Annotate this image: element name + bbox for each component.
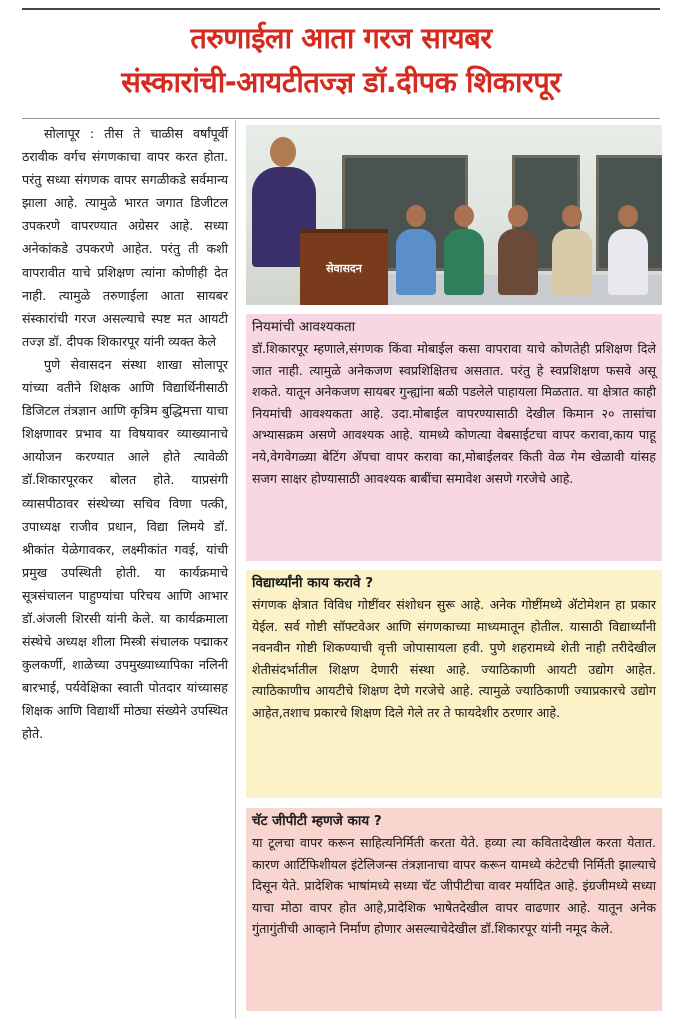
left-column-article [22,122,228,746]
headline [10,16,672,104]
section-what-is-chatgpt [246,808,662,1011]
section-heading: नियमांची आवश्यकता [252,319,356,335]
column-divider [235,120,236,1018]
headline-rule [22,118,660,119]
article-paragraph-1: सोलापूर : तीस ते चाळीस वर्षांपूर्वी ठरावीक वर्गच संगणकाचा वापर करत होता. परंतु सध्या संगणक वापर सगळीकडे सर्वमान्य झाला आहे. त्यामुळे भारत जगात डिजीटल उपकरणे वापरण्यात अग्रेसर आहे. सध्या अनेकांकडे उपकरणे आहेत. परंतु ती कशी वापरावीत याचे प्रशिक्षण त्यांना कोणीही देत नाही. त्यामुळे तरुणाईला आता सायबर संस्कारांची गरज असल्याचे स्पष्ट मत आयटी तज्ज्ञ डॉ. दीपक शिकारपूर यांनी व्यक्त केले [22,126,228,349]
seated-guest [396,229,436,295]
headline-line-2: संस्कारांची-आयटीतज्ज्ञ डॉ.दीपक शिकारपूर [121,65,561,99]
seated-guest-head [618,205,638,227]
seated-guest [608,229,648,295]
podium-label: सेवासदन [312,261,376,276]
section-what-students-should-do [246,570,662,798]
seated-guest-head [562,205,582,227]
seated-guest [498,229,538,295]
section-heading: विद्यार्थ्यांनी काय करावे ? [252,575,374,591]
article-paragraph-2: पुणे सेवासदन संस्था शाखा सोलापूर यांच्या वतीने शिक्षक आणि विद्यार्थिनीसाठी डिजिटल तंत्रज्ञान आणि कृत्रिम बुद्धिमत्ता याचा शिक्षणावर प्रभाव या विषयावर व्याख्यानाचे आयोजन करण्यात आले होते त्यावेळी डॉ.शिकारपूरकर बोलत होते. याप्रसंगी व्यासपीठावर संस्थेच्या सचिव विणा पत्की, उपाध्यक्ष राजीव प्रधान, विद्या लिमये डॉ. श्रीकांत येळेगावकर, लक्ष्मीकांत गवई, यांची प्रमुख उपस्थिती होती. या कार्यक्रमाचे सूत्रसंचालन पाहुण्यांचा परिचय आणि आभार डॉ.अंजली शिरसी यांनी केले. या कार्यक्रमाला संस्थेचे अध्यक्ष शीला मिस्त्री संचालक पद्माकर कुलकर्णी, शाळेच्या उपमुख्याध्यापिका नलिनी बारभाई, पर्यवेक्षिका स्वाती पोतदार यांच्यासह शिक्षक आणि विद्यार्थी मोठ्या संख्येने उपस्थित होते. [22,356,228,742]
top-rule [22,8,660,10]
seated-guest-head [508,205,528,227]
seated-guest [552,229,592,295]
seated-guest-head [454,205,474,227]
seated-guest [444,229,484,295]
seated-guest-head [406,205,426,227]
headline-line-1: तरुणाईला आता गरज सायबर [190,21,492,55]
event-photo [246,125,662,305]
section-heading: चॅट जीपीटी म्हणजे काय ? [252,813,382,829]
section-body: या टूलचा वापर करून साहित्यनिर्मिती करता येते. हव्या त्या कवितादेखील करता येतात. कारण आर्टिफिशीयल इंटेलिजन्स तंत्रज्ञानाचा वापर करून यामध्ये कंटेटची निर्मिती झाल्याचे दिसून येते. प्रादेशिक भाषांमध्ये सध्या चॅट जीपीटीचा वावर मर्यादित आहे. इंग्रजीमध्ये सध्या याचा मोठा वापर होत आहे,प्रादेशिक भाषेतदेखील वापर वाढणार आहे. यातून अनेक गुंतागुंतीची आव्हाने निर्माण होणार असल्याचेदेखील डॉ.शिकारपूर यांनी नमूद केले. [252,835,656,937]
section-body: संगणक क्षेत्रात विविध गोष्टींवर संशोधन सुरू आहे. अनेक गोष्टींमध्ये ॲटोमेशन हा प्रकार येईल. सर्व गोष्टी सॉफ्टवेअर आणि संगणकाच्या माध्यमातून होतील. यासाठी विद्यार्थ्यांनी नवनवीन गोष्टी शिकण्याची वृत्ती जोपासायला हवी. पुणे शहरामध्ये शेती नाही तरीदेखील शेतीसंदर्भातील शिक्षण देणारी संस्था आहे. ज्याठिकाणी आयटी उद्योग आहेत. त्याठिकाणीच आयटीचे शिक्षण देणे गरजेचे आहे. त्यामुळे ज्याठिकाणी ज्याप्रकारचे उद्योग आहेत,तशाच प्रकारचे शिक्षण दिले गेले तर ते फायदेशीर ठरणार आहे. [252,597,656,720]
section-body: डॉ.शिकारपूर म्हणाले,संगणक किंवा मोबाईल कसा वापरावा याचे कोणतेही प्रशिक्षण दिले जात नाही. त्यामुळे अनेकजण स्वप्रशिक्षितच असतात. परंतु हे स्वप्रशिक्षण फसवे असू शकते. यातून अनेकजण सायबर गुन्ह्यांना बळी पडलेले पाहायला मिळतात. या क्षेत्रात काही नियमांची आवश्यकता आहे. उदा.मोबाईल वापरण्यासाठी देखील किमान २० तासांचा अभ्यासक्रम असणे आवश्यक आहे. यामध्ये कोणत्या वेबसाईटचा वापर करावा,काय पाहू नये,वेगवेगळ्या बेटिंग ॲपचा वापर करावा का,मोबाईलवर किती वेळ गेम खेळावी यांसह सजग साक्षर होण्यासाठी आवश्यक बाबींचा समावेश असणे गरजेचे आहे. [252,341,656,486]
section-rules-needed [246,314,662,561]
speaker-head [270,137,296,167]
